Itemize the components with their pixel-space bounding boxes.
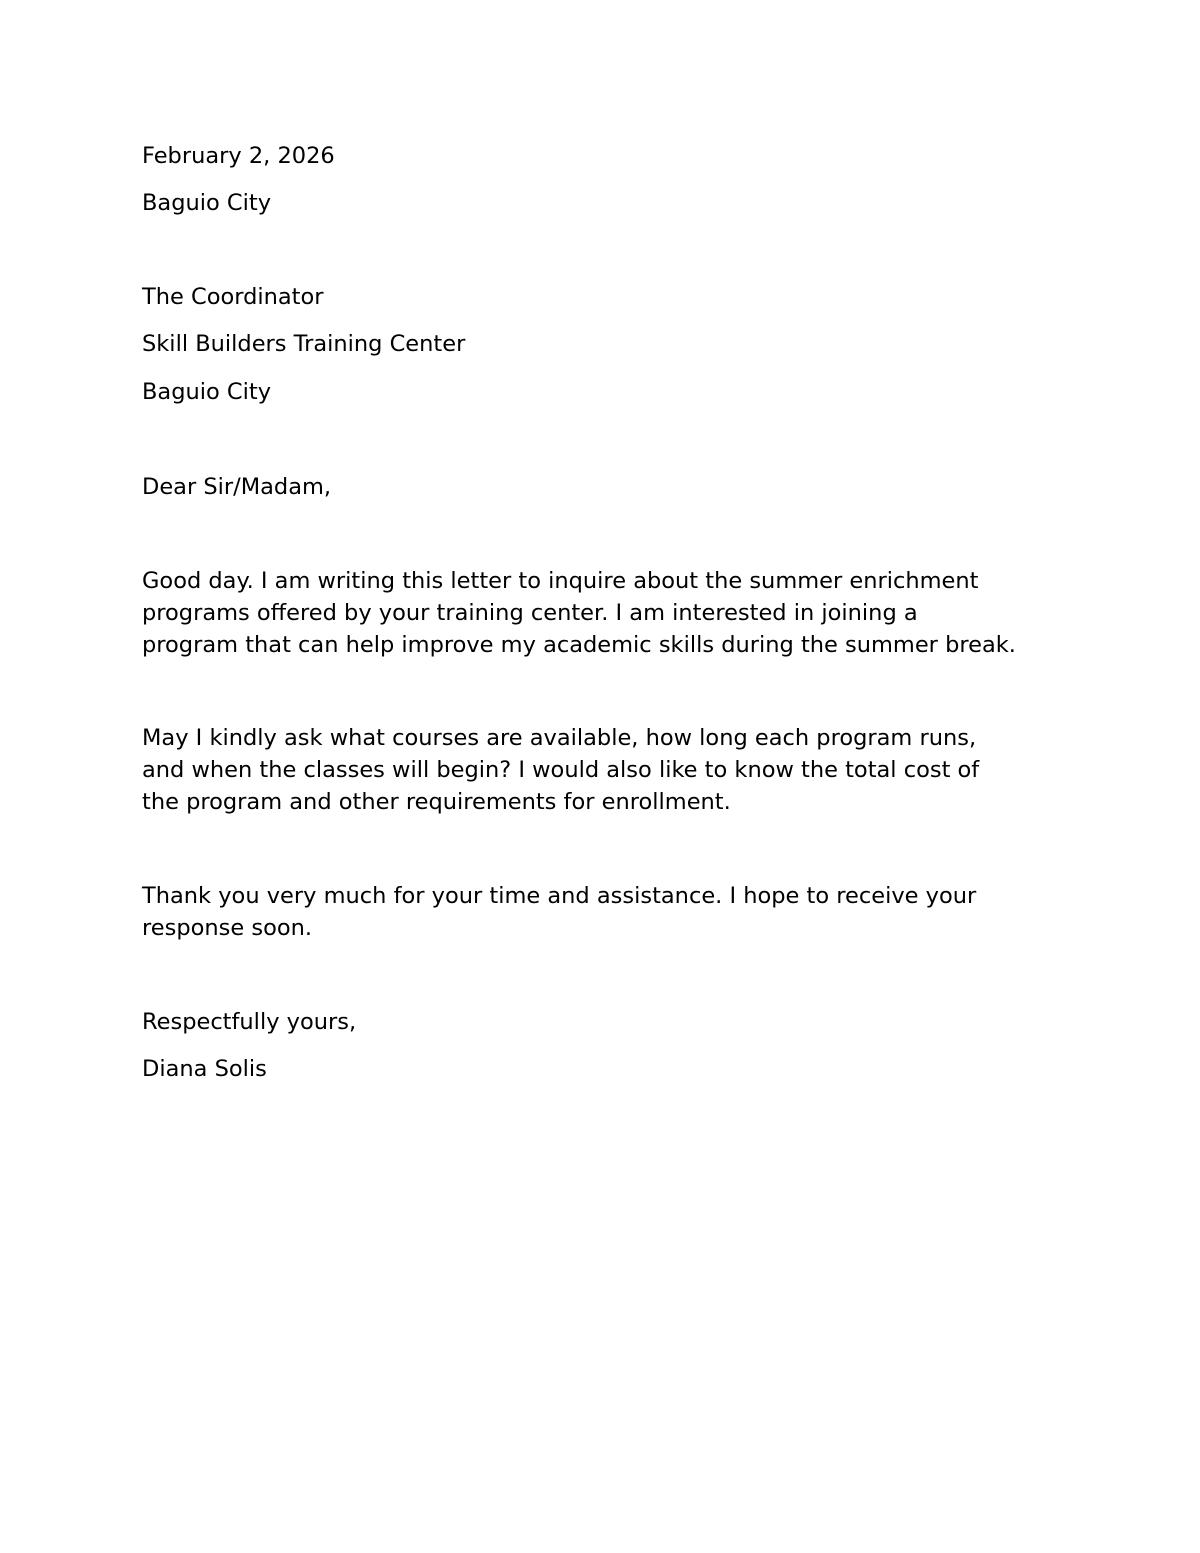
recipient-city: Baguio City — [142, 379, 272, 405]
body-paragraph-2 — [142, 722, 1082, 818]
recipient-title: The Coordinator — [142, 284, 324, 310]
salutation: Dear Sir/Madam, — [142, 474, 332, 500]
sender-city: Baguio City — [142, 190, 272, 216]
recipient-organization: Skill Builders Training Center — [142, 331, 466, 357]
body-paragraph-3 — [142, 880, 1082, 944]
paragraph-line: the program and other requirements for enrollment. — [142, 789, 731, 815]
paragraph-line: Thank you very much for your time and assistance. I hope to receive your — [142, 883, 977, 909]
body-paragraph-1 — [142, 565, 1082, 661]
signature-name: Diana Solis — [142, 1056, 267, 1082]
paragraph-line: and when the classes will begin? I would also like to know the total cost of — [142, 757, 980, 783]
paragraph-line: response soon. — [142, 915, 313, 941]
paragraph-line: Good day. I am writing this letter to inquire about the summer enrichment — [142, 568, 979, 594]
paragraph-line: May I kindly ask what courses are available, how long each program runs, — [142, 725, 977, 751]
letter-date: February 2, 2026 — [142, 143, 335, 169]
closing: Respectfully yours, — [142, 1009, 357, 1035]
paragraph-line: program that can help improve my academic skills during the summer break. — [142, 632, 1016, 658]
paragraph-line: programs offered by your training center. I am interested in joining a — [142, 600, 918, 626]
